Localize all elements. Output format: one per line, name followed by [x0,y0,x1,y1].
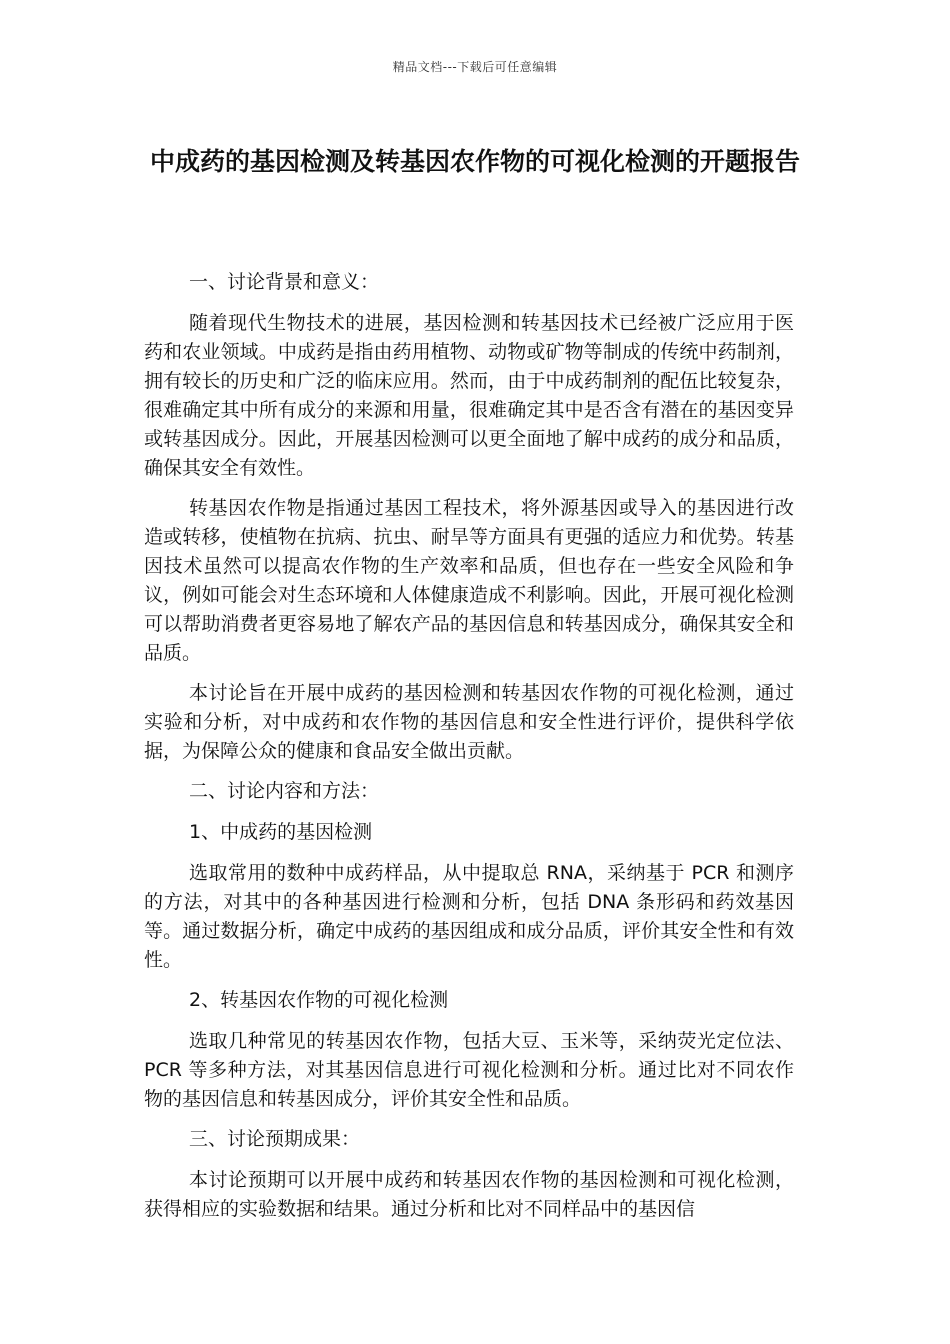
page-watermark: 精品文档---下载后可任意编辑 [392,60,558,74]
document-body [144,268,794,1235]
section-heading-expected-results: 三、讨论预期成果： [189,1128,361,1150]
section-heading-background: 一、讨论背景和意义： [189,271,380,293]
paragraph-background-1: 随着现代生物技术的进展，基因检测和转基因技术已经被广泛应用于医药和农业领域。中成药是指由药用植物、动物或矿物等制成的传统中药制剂，拥有较长的历史和广泛的临床应用。然而，由于中成药制剂的配伍比较复杂，很难确定其中所有成分的来源和用量，很难确定其中是否含有潜在的基因变异或转基因成分。因此，开展基因检测可以更全面地了解中成药的成分和品质，确保其安全有效性。 [144,312,794,479]
paragraph-expected-results: 本讨论预期可以开展中成药和转基因农作物的基因检测和可视化检测，获得相应的实验数据和结果。通过分析和比对不同样品中的基因信 [144,1169,794,1220]
subheading-tcm-gene-detection: 1、中成药的基因检测 [189,821,373,843]
subheading-gmo-visual-detection: 2、转基因农作物的可视化检测 [189,989,449,1011]
paragraph-gmo-visual-detection: 选取几种常见的转基因农作物，包括大豆、玉米等，采纳荧光定位法、PCR 等多种方法，对其基因信息进行可视化检测和分析。通过比对不同农作物的基因信息和转基因成分，评价其安全性和品质。 [144,1030,794,1110]
document-title: 中成药的基因检测及转基因农作物的可视化检测的开题报告 [149,147,800,176]
paragraph-background-3: 本讨论旨在开展中成药的基因检测和转基因农作物的可视化检测，通过实验和分析，对中成药和农作物的基因信息和安全性进行评价，提供科学依据，为保障公众的健康和食品安全做出贡献。 [144,682,794,762]
paragraph-background-2: 转基因农作物是指通过基因工程技术，将外源基因或导入的基因进行改造或转移，使植物在抗病、抗虫、耐旱等方面具有更强的适应力和优势。转基因技术虽然可以提高农作物的生产效率和品质，但也存在一些安全风险和争议，例如可能会对生态环境和人体健康造成不利影响。因此，开展可视化检测可以帮助消费者更容易地了解农产品的基因信息和转基因成分，确保其安全和品质。 [144,497,794,664]
section-heading-methods: 二、讨论内容和方法： [189,780,380,802]
paragraph-tcm-gene-detection: 选取常用的数种中成药样品，从中提取总 RNA，采纳基于 PCR 和测序的方法，对其中的各种基因进行检测和分析，包括 DNA 条形码和药效基因等。通过数据分析，确定中成药的基因组成和成分品质，评价其安全性和有效性。 [144,862,794,971]
